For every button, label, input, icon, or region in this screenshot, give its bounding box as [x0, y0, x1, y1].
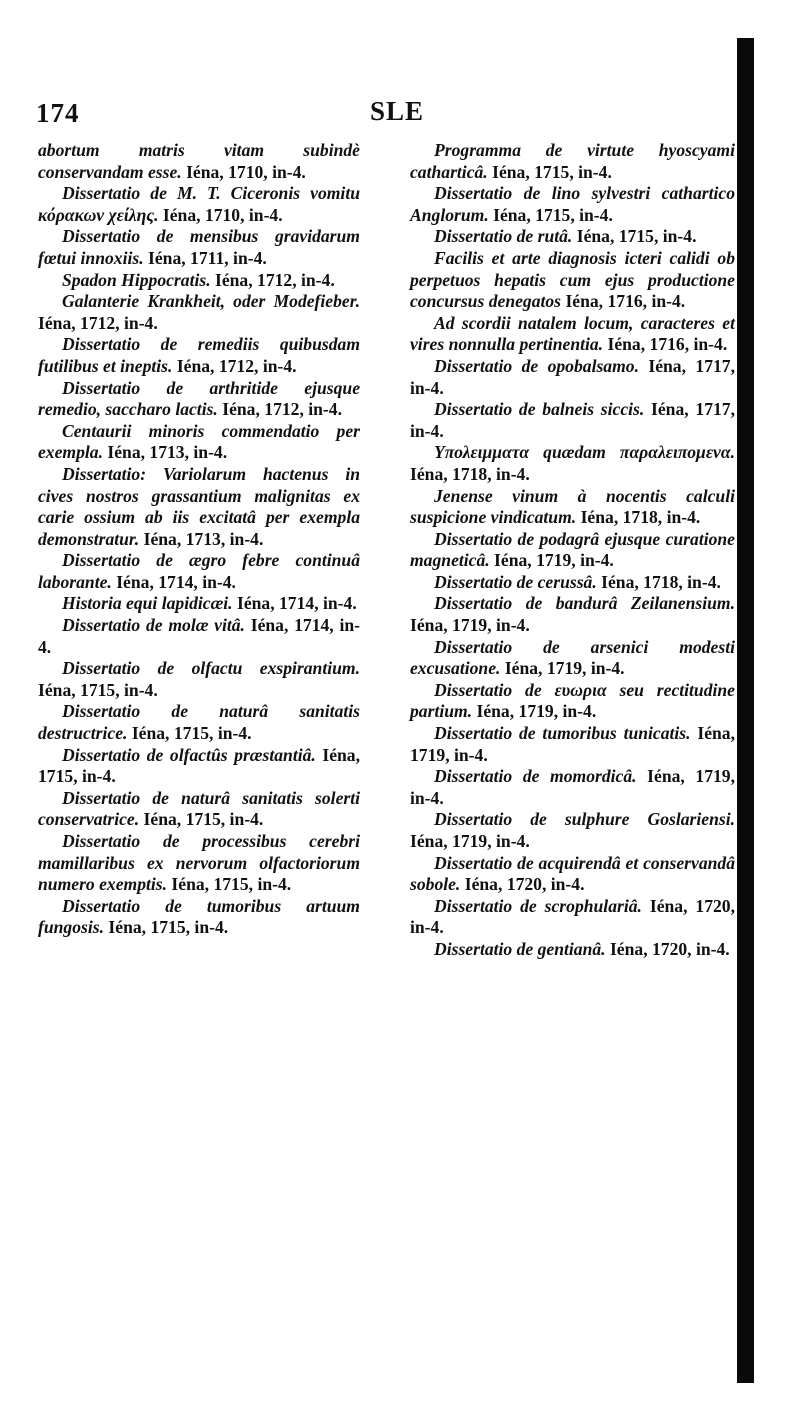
entry-imprint: Iéna, 1718, in-4.	[410, 463, 530, 484]
bibliography-entry	[38, 896, 360, 939]
entry-title: Dissertatio de momordicâ.	[434, 766, 637, 787]
bibliography-entry	[38, 701, 360, 744]
entry-title: Dissertatio de M. T. Ciceronis vomitu κόρακων χείλης.	[38, 183, 360, 225]
bibliography-entry	[410, 313, 735, 356]
bibliography-entry	[38, 788, 360, 831]
bibliography-entry	[410, 572, 735, 594]
entry-imprint: Iéna, 1712, in-4.	[210, 269, 335, 290]
entry-imprint: Iéna, 1720, in-4.	[410, 895, 735, 938]
bibliography-entry	[38, 658, 360, 701]
entry-imprint: Iéna, 1714, in-4.	[38, 615, 360, 657]
bibliography-entry	[38, 831, 360, 896]
bibliography-entry	[410, 140, 735, 183]
entry-imprint: Iéna, 1719, in-4.	[410, 615, 530, 636]
entry-imprint: Iéna, 1720, in-4.	[605, 938, 730, 959]
entry-title: Dissertatio de acquirendâ et conservandâ sobole.	[410, 852, 735, 895]
entry-title: Galanterie Krankheit, oder Modefieber.	[62, 291, 360, 312]
entry-title: Dissertatio de bandurâ Zeilanensium.	[434, 593, 735, 614]
entry-title: Dissertatio de naturâ sanitatis destructrice.	[38, 701, 360, 744]
entry-imprint: Iéna, 1712, in-4.	[172, 355, 297, 376]
entry-imprint: Iéna, 1715, in-4.	[38, 679, 158, 700]
bibliography-entry	[410, 356, 735, 399]
entry-imprint: Iéna, 1715, in-4.	[139, 809, 264, 830]
entry-imprint: Iéna, 1715, in-4.	[167, 874, 292, 895]
entry-title: Dissertatio de tumoribus artuum fungosis.	[38, 895, 360, 938]
bibliography-entry	[410, 723, 735, 766]
entry-title: Dissertatio de balneis siccis.	[434, 399, 645, 420]
entry-title: Dissertatio de scrophulariâ.	[434, 895, 642, 916]
entry-title: Dissertatio de olfactûs præstantiâ.	[62, 744, 316, 765]
bibliography-entry	[38, 378, 360, 421]
entry-imprint: Iéna, 1719, in-4.	[472, 701, 597, 722]
entry-title: Dissertatio de ægro febre continuâ laborante.	[38, 550, 360, 592]
bibliography-entry	[410, 399, 735, 442]
bibliography-entry	[38, 183, 360, 226]
bibliography-entry	[410, 680, 735, 723]
entry-imprint: Iéna, 1717, in-4.	[410, 355, 735, 398]
entry-imprint: Iéna, 1717, in-4.	[410, 399, 735, 441]
bibliography-entry	[38, 745, 360, 788]
bibliography-entry	[410, 226, 735, 248]
bibliography-entry	[38, 421, 360, 464]
entry-title: Dissertatio de lino sylvestri cathartico Anglorum.	[410, 183, 735, 225]
entry-title: Dissertatio de opobalsamo.	[434, 355, 639, 376]
entry-title: Dissertatio de rutâ.	[434, 226, 573, 247]
bibliography-entry	[410, 853, 735, 896]
entry-title: Dissertatio de arthritide ejusque remedio, saccharo lactis.	[38, 377, 360, 420]
page-edge-shadow	[737, 38, 754, 1383]
entry-imprint: Iéna, 1719, in-4.	[489, 550, 614, 571]
bibliography-entry	[38, 140, 360, 183]
entry-title: Ad scordii natalem locum, caracteres et vires nonnulla pertinentia.	[410, 312, 735, 355]
entry-imprint: Iéna, 1716, in-4.	[603, 334, 728, 355]
bibliography-entry	[410, 183, 735, 226]
left-column	[38, 140, 360, 939]
entry-imprint: Iéna, 1715, in-4.	[104, 917, 229, 938]
entry-imprint: Iéna, 1719, in-4.	[410, 766, 735, 808]
entry-title: Centaurii minoris commendatio per exempla.	[38, 420, 360, 463]
entry-title: Dissertatio: Variolarum hactenus in cives nostros grassantium malignitas ex carie ossium ab iis excitatâ per exempla demonstratur.	[38, 463, 360, 549]
entry-imprint: Iéna, 1719, in-4.	[410, 831, 530, 851]
entry-imprint: Iéna, 1710, in-4.	[181, 161, 306, 182]
entry-title: Dissertatio de podagrâ ejusque curatione magneticâ.	[410, 528, 735, 571]
entry-title: Programma de virtute hyoscyami catharticâ.	[410, 140, 735, 182]
running-head: SLE	[370, 96, 425, 126]
entry-imprint: Iéna, 1715, in-4.	[127, 723, 252, 744]
entry-imprint: Iéna, 1712, in-4.	[38, 312, 158, 333]
entry-title: Dissertatio de arsenici modesti excusatione.	[410, 636, 735, 679]
entry-imprint: Iéna, 1710, in-4.	[158, 204, 283, 225]
entry-imprint: Iéna, 1716, in-4.	[561, 291, 686, 312]
bibliography-entry	[410, 939, 735, 961]
entry-imprint: Iéna, 1713, in-4.	[139, 528, 264, 549]
entry-imprint: Iéna, 1715, in-4.	[572, 226, 697, 247]
entry-imprint: Iéna, 1715, in-4.	[38, 744, 360, 787]
entry-imprint: Iéna, 1720, in-4.	[460, 874, 585, 895]
bibliography-entry	[38, 593, 360, 615]
entry-title: Dissertatio de naturâ sanitatis solerti conservatrice.	[38, 787, 360, 830]
bibliography-entry	[38, 550, 360, 593]
bibliography-entry	[410, 529, 735, 572]
bibliography-entry	[410, 766, 735, 809]
entry-imprint: Iéna, 1715, in-4.	[488, 204, 613, 225]
entry-title: Dissertatio de cerussâ.	[434, 571, 597, 592]
entry-imprint: Iéna, 1718, in-4.	[576, 507, 701, 528]
bibliography-entry	[410, 637, 735, 680]
entry-imprint: Iéna, 1718, in-4.	[596, 571, 721, 592]
entry-imprint: Iéna, 1714, in-4.	[232, 593, 357, 614]
entry-title: Dissertatio de tumoribus tunicatis.	[434, 723, 691, 744]
bibliography-entry	[410, 442, 735, 485]
entry-imprint: Iéna, 1713, in-4.	[102, 442, 228, 463]
bibliography-entry	[410, 593, 735, 636]
entry-title: Dissertatio de gentianâ.	[434, 938, 606, 959]
entry-imprint: Iéna, 1719, in-4.	[500, 658, 625, 679]
bibliography-entry	[38, 464, 360, 550]
entry-title: Dissertatio de sulphure Goslariensi.	[434, 809, 735, 830]
bibliography-entry	[410, 809, 735, 852]
entry-title: Dissertatio de processibus cerebri mamillaribus ex nervorum olfactoriorum numero exemptis.	[38, 831, 360, 895]
bibliography-entry	[38, 226, 360, 269]
entry-title: Jenense vinum à nocentis calculi suspicione vindicatum.	[410, 485, 735, 528]
entry-imprint: Iéna, 1715, in-4.	[487, 161, 612, 182]
entry-title: Facilis et arte diagnosis icteri calidi ob perpetuos hepatis cum ejus productione concursus denegatos	[410, 247, 735, 312]
entry-title: Spadon Hippocratis.	[62, 269, 211, 290]
entry-imprint: Iéna, 1711, in-4.	[143, 247, 267, 268]
right-column	[410, 140, 735, 961]
entry-title: Dissertatio de molæ vitâ.	[62, 615, 245, 636]
bibliography-entry	[38, 615, 360, 658]
bibliography-entry	[410, 248, 735, 313]
bibliography-entry	[410, 486, 735, 529]
entry-title: Dissertatio de olfactu exspirantium.	[62, 658, 360, 679]
entry-imprint: Iéna, 1712, in-4.	[217, 399, 342, 420]
page-number: 174	[36, 98, 80, 128]
entry-title: Dissertatio de ευωρια seu rectitudine partium.	[410, 679, 735, 722]
entry-title: abortum matris vitam subindè conservandam esse.	[38, 140, 360, 182]
bibliography-entry	[410, 896, 735, 939]
entry-title: Historia equi lapidicæi.	[62, 593, 233, 614]
entry-title: Dissertatio de mensibus gravidarum fœtui innoxiis.	[38, 226, 360, 268]
entry-title: Dissertatio de remediis quibusdam futilibus et ineptis.	[38, 334, 360, 376]
entry-imprint: Iéna, 1714, in-4.	[111, 571, 236, 592]
bibliography-entry	[38, 291, 360, 334]
bibliography-entry	[38, 270, 360, 292]
entry-title: Υπολειμματα quædam παραλειπομενα.	[434, 442, 735, 463]
bibliography-entry	[38, 334, 360, 377]
entry-imprint: Iéna, 1719, in-4.	[410, 723, 735, 765]
